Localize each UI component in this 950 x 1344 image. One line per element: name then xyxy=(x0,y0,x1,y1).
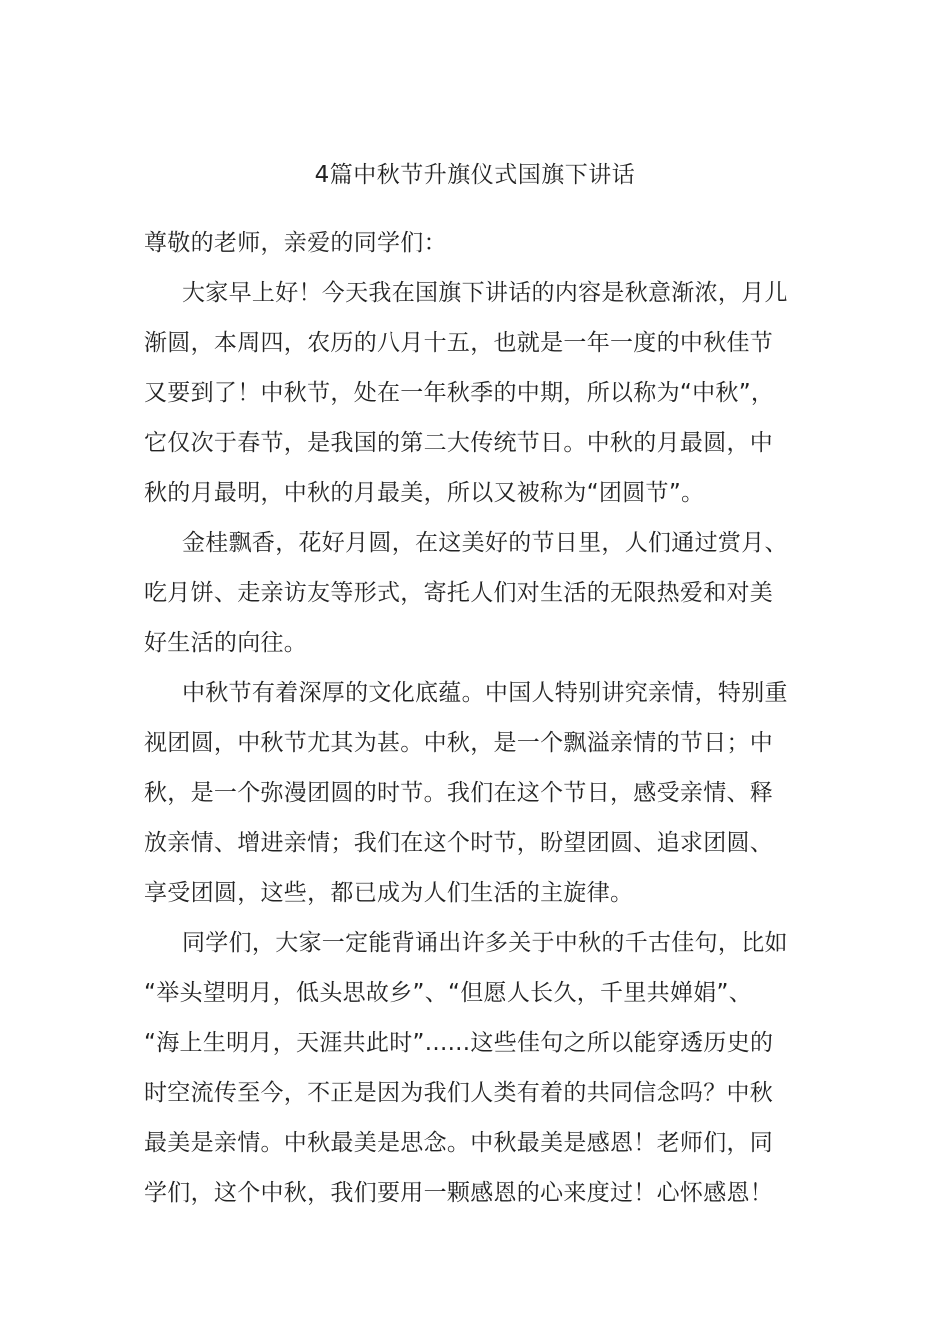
paragraph-line: 它仅次于春节，是我国的第二大传统节日。中秋的月最圆，中 xyxy=(144,430,774,456)
paragraph-line: 同学们，大家一定能背诵出许多关于中秋的千古佳句，比如 xyxy=(182,930,788,956)
paragraph-line: 秋的月最明，中秋的月最美，所以又被称为“团圆节”。 xyxy=(144,480,705,506)
paragraph-line: 放亲情、增进亲情；我们在这个时节，盼望团圆、追求团圆、 xyxy=(144,830,774,856)
paragraph-2 xyxy=(144,518,808,668)
paragraph-line: 渐圆，本周四，农历的八月十五，也就是一年一度的中秋佳节 xyxy=(144,330,774,356)
paragraph-line: 吃月饼、走亲访友等形式，寄托人们对生活的无限热爱和对美 xyxy=(144,580,774,606)
paragraph-4 xyxy=(144,918,808,1218)
greeting-line: 尊敬的老师，亲爱的同学们： xyxy=(144,230,447,256)
paragraph-line: 好生活的向往。 xyxy=(144,630,308,656)
paragraph-line: “举头望明月，低头思故乡”、“但愿人长久，千里共婵娟”、 xyxy=(144,980,753,1006)
paragraph-line: 学们，这个中秋，我们要用一颗感恩的心来度过！心怀感恩！ xyxy=(144,1180,774,1206)
paragraph-line: 享受团圆，这些，都已成为人们生活的主旋律。 xyxy=(144,880,634,906)
paragraph-line: 秋，是一个弥漫团圆的时节。我们在这个节日，感受亲情、释 xyxy=(144,780,774,806)
paragraph-line: 金桂飘香，花好月圆，在这美好的节日里，人们通过赏月、 xyxy=(182,530,788,556)
paragraph-line: 最美是亲情。中秋最美是思念。中秋最美是感恩！老师们，同 xyxy=(144,1130,774,1156)
document-title: 4篇中秋节升旗仪式国旗下讲话 xyxy=(314,162,636,188)
paragraph-line: 中秋节有着深厚的文化底蕴。中国人特别讲究亲情，特别重 xyxy=(182,680,788,706)
paragraph-line: 时空流传至今，不正是因为我们人类有着的共同信念吗？中秋 xyxy=(144,1080,774,1106)
paragraph-line: 视团圆，中秋节尤其为甚。中秋，是一个飘溢亲情的节日；中 xyxy=(144,730,774,756)
paragraph-1 xyxy=(144,268,808,518)
document-body xyxy=(144,218,808,1218)
paragraph-line: 大家早上好！今天我在国旗下讲话的内容是秋意渐浓，月儿 xyxy=(182,280,788,306)
paragraph-line: 又要到了！中秋节，处在一年秋季的中期，所以称为“中秋”， xyxy=(144,380,775,406)
paragraph-3 xyxy=(144,668,808,918)
paragraph-line: “海上生明月，天涯共此时”......这些佳句之所以能穿透历史的 xyxy=(144,1030,774,1056)
